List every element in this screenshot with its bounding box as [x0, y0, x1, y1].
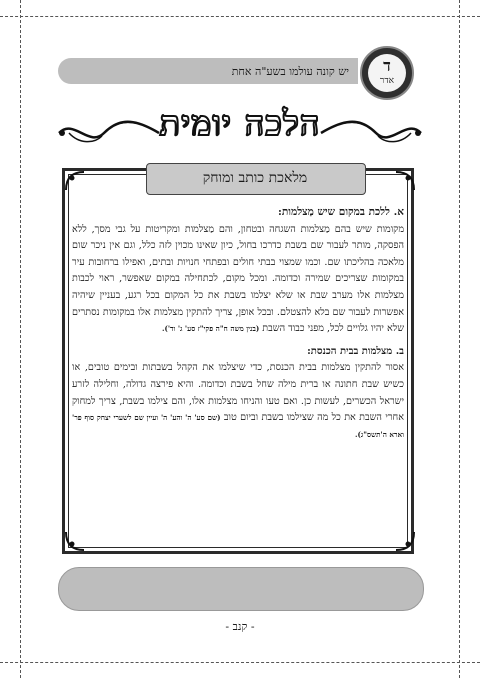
- section-title: מלאכת כותב ומוחק: [202, 170, 308, 186]
- page-number: - קנב -: [225, 620, 255, 633]
- date-badge-letter: ד: [383, 56, 391, 75]
- paragraph-b-body: אסור להתקין מצלמות בבית הכנסת, כדי שיצלמו את הקהל בשבתות ובימים טובים, או כשיש שבת חתונה או ברית מילה שחל בשבת וכדומה. והיא פירצה גדולה, וחלילה לזרע ישראל הכשרים, לעשות כן. ואם טעו והניחו מצלמות אלו, והם צילמו בשבת, צריך למחוק אחרי השבת את כל מה שצילמו בשבת וביום טוב: [72, 362, 404, 424]
- paragraph-a-heading: א. ללכת במקום שיש מַצלמות:: [278, 206, 404, 218]
- crop-mark-top: [0, 16, 480, 17]
- paragraph-b-heading: ב. מצלמות בבית הכנסת:: [307, 345, 404, 357]
- date-badge: [360, 46, 414, 100]
- date-badge-inner: [368, 54, 406, 92]
- footer-bar: [58, 567, 424, 611]
- crop-mark-bottom: [0, 662, 480, 663]
- paragraph-a: [72, 204, 404, 338]
- page-title: הלכה יומית: [159, 104, 321, 144]
- header-banner-text: יש קונה עולמו בשע"ה אחת: [231, 65, 349, 78]
- date-badge-month: אדר: [379, 76, 395, 86]
- halacha-text: [72, 204, 404, 540]
- corner-ornament-icon: [394, 170, 416, 192]
- paragraph-a-body: מקומות שיש בהם מַצלמות השגחה ובטחון, והם מַצלמות ומקריטות על גבי מסך, ללא הפסקה, מותר לעבור שם בשבת כדרכו בחול, כיון שאינו מכוין לזה כלל, וגם אין ניכר שום מלאכה בהליכתו שם. וכמו שמצוי בבתי חולים ובפתחי חנויות ובתים, ואפילו ברחובות עיר במקומות שצריכים שמירה וכדומה. ומכל מקום, לכתחילה במקום שאפשר, ראוי לכבות מצלמות אלו מערב שבת או שלא יצלמו בשבת את כל המקום בכל רגע, בעניין שיהיה אפשרות לעבור שם בלא להצטלם. ובכל אופן, צריך להתקין מצלמות אלו במקומות נסתרים שלא יהיו גלויים לכל, מפני כבוד השבת: [72, 223, 404, 335]
- paragraph-b-source: (שם סע' ה' והע' ה' ועיין שם לשערי יצחק סוף פר' וארא ה'תשס"ג).: [72, 413, 404, 439]
- right-flourish-icon: [316, 118, 426, 148]
- paragraph-b: [72, 344, 404, 444]
- paragraph-a-source: (בנין משה ח"ה פקי"ז סע' ג' וד').: [161, 324, 260, 334]
- title-area: [52, 100, 428, 160]
- crop-mark-left: [20, 0, 21, 678]
- crop-mark-right: [459, 0, 460, 678]
- corner-ornament-icon: [64, 170, 86, 192]
